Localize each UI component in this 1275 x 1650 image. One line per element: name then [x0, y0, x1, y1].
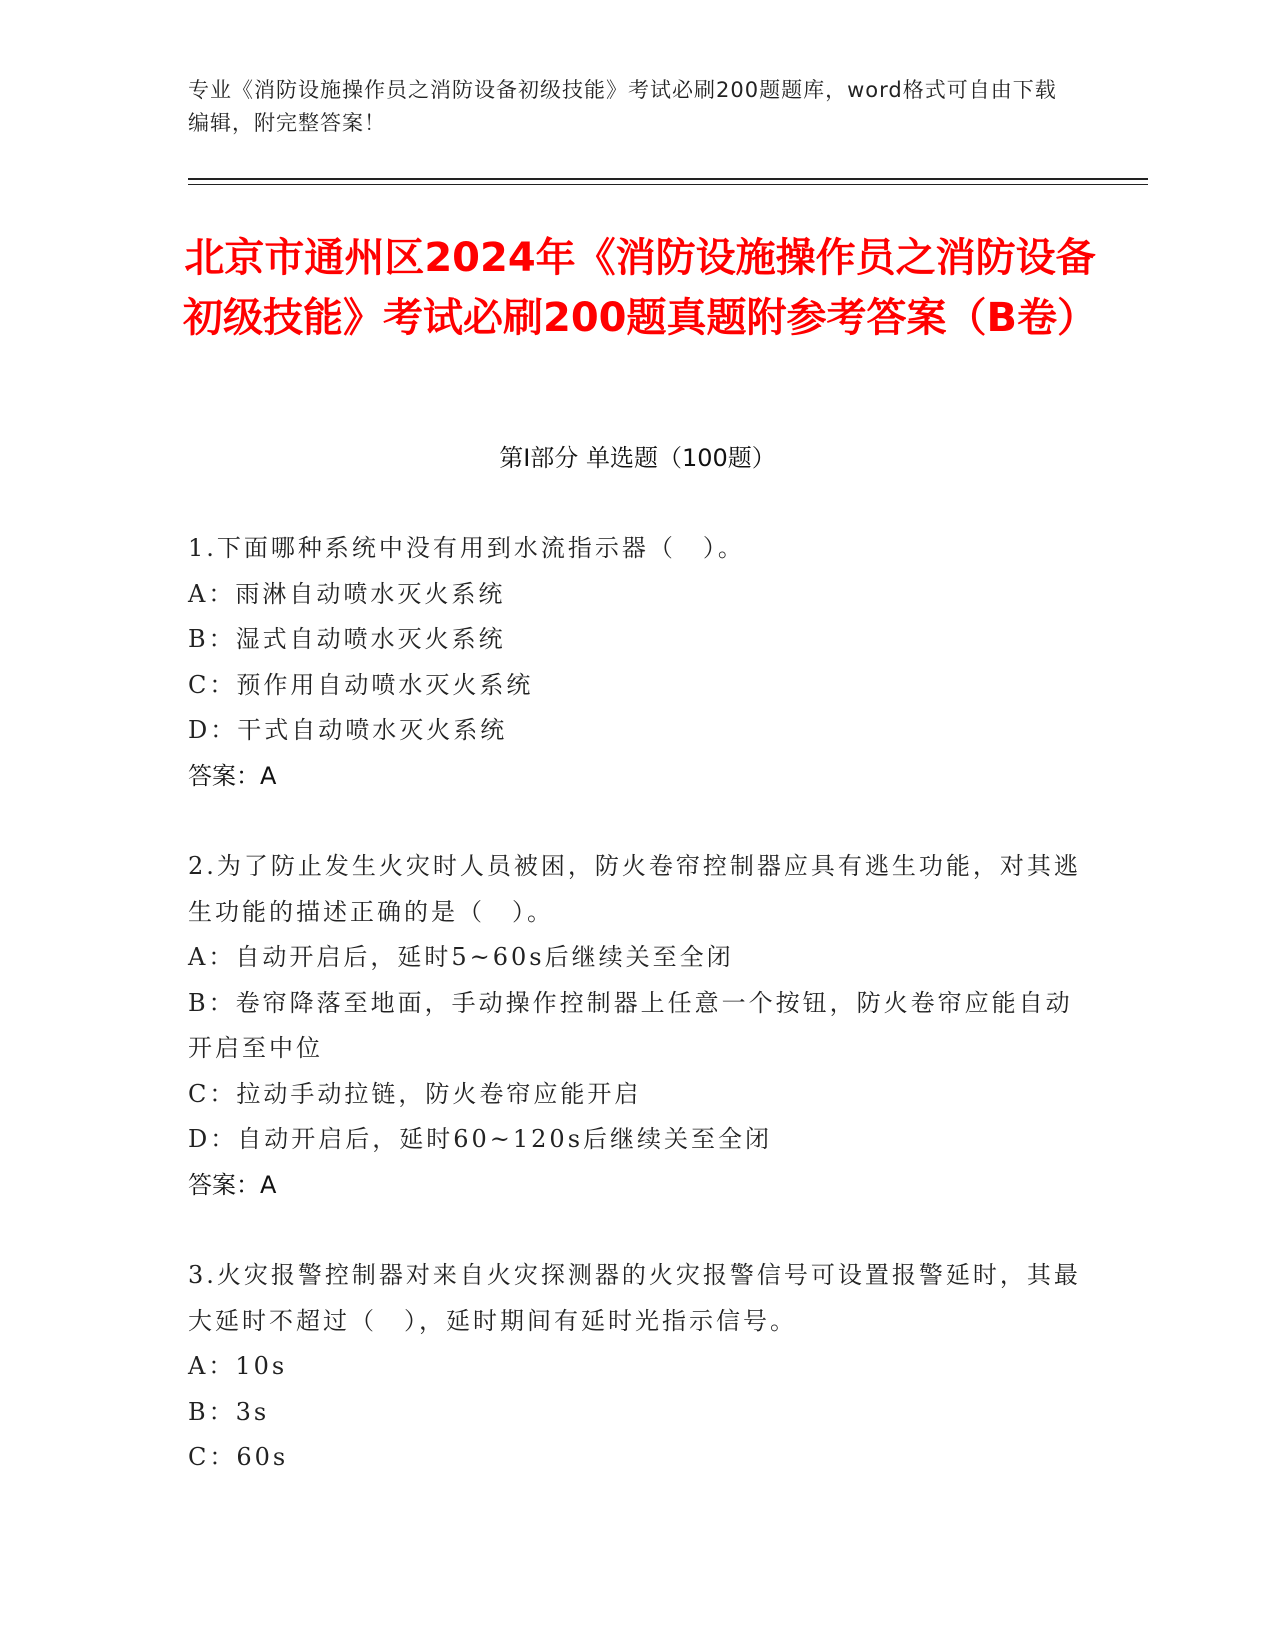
option-a: A：自动开启后，延时5~60s后继续关至全闭 — [188, 943, 734, 971]
header-divider-thin — [188, 184, 1148, 185]
answer-label: 答案：A — [188, 1170, 277, 1199]
option-a: A：10s — [188, 1352, 288, 1380]
question-item — [188, 844, 1088, 1208]
question-list — [188, 526, 1088, 1526]
option-b: B：3s — [188, 1397, 270, 1426]
header-note: 专业《消防设施操作员之消防设备初级技能》考试必刷200题题库，word格式可自由下载编辑，附完整答案！ — [188, 78, 1057, 135]
section-title: 第Ⅰ部分 单选题（100题） — [499, 444, 776, 472]
option-b: B：湿式自动喷水灭火系统 — [188, 625, 506, 653]
header-divider — [188, 178, 1148, 180]
question-stem: 1.下面哪种系统中没有用到水流指示器（ ）。 — [188, 534, 745, 562]
question-stem: 3.火灾报警控制器对来自火灾探测器的火灾报警信号可设置报警延时，其最大延时不超过（ ），延时期间有延时光指示信号。 — [188, 1261, 1081, 1335]
option-b: B：卷帘降落至地面，手动操作控制器上任意一个按钮，防火卷帘应能自动开启至中位 — [188, 988, 1073, 1062]
option-c: C：预作用自动喷水灭火系统 — [188, 670, 534, 699]
question-item — [188, 526, 1088, 799]
answer-label: 答案：A — [188, 761, 277, 790]
option-c: C：拉动手动拉链，防火卷帘应能开启 — [188, 1079, 642, 1108]
option-d: D：干式自动喷水灭火系统 — [188, 716, 508, 744]
document-title: 北京市通州区2024年《消防设施操作员之消防设备初级技能》考试必刷200题真题附参考答案（B卷） — [183, 235, 1097, 341]
option-d: D：自动开启后，延时60~120s后继续关至全闭 — [188, 1125, 773, 1153]
question-item — [188, 1253, 1088, 1481]
option-a: A：雨淋自动喷水灭火系统 — [188, 579, 506, 608]
question-stem: 2.为了防止发生火灾时人员被困，防火卷帘控制器应具有逃生功能，对其逃生功能的描述正确的是（ ）。 — [188, 852, 1081, 926]
option-c: C：60s — [188, 1443, 289, 1471]
